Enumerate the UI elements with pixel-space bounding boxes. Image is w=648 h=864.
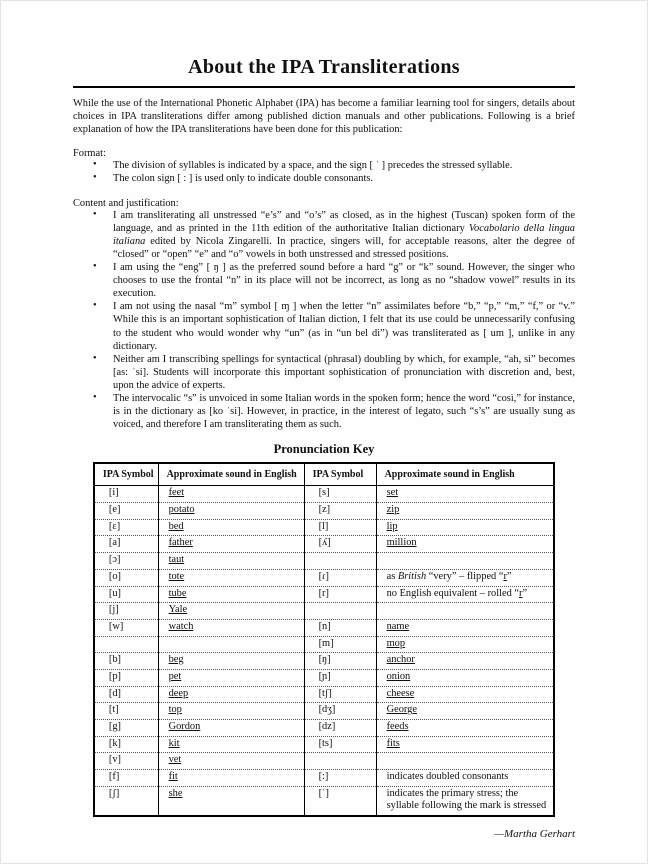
ipa-symbol-cell: [d] (94, 686, 158, 703)
bullet-item: • I am not using the nasal “m” symbol [ ɱ ] when the letter “n” assimilates before “b,” “p,” “m,” “f,” or “v.” While this is an important sophistication of Italian diction, I felt that its use could be unnecessarily confusing to the student who would wonder why “un” (as in “un bel dì”) was transliterated as [ um ], unlike in any dictionary. (73, 300, 575, 352)
sound-cell (376, 753, 554, 770)
ipa-symbol-cell (94, 636, 158, 653)
sound-cell: father (158, 536, 304, 553)
table-row (94, 553, 554, 570)
ipa-symbol-cell: [z] (304, 503, 376, 520)
sound-cell: tote (158, 569, 304, 586)
sound-cell: beg (158, 653, 304, 670)
table-row (94, 519, 554, 536)
sound-cell: indicates the primary stress; the syllable following the mark is stressed (376, 786, 554, 816)
sound-cell: million (376, 536, 554, 553)
sound-cell: onion (376, 669, 554, 686)
sound-cell: anchor (376, 653, 554, 670)
ipa-symbol-cell: [g] (94, 720, 158, 737)
ipa-symbol-cell: [ɾ] (304, 569, 376, 586)
intro-paragraph: While the use of the International Phonetic Alphabet (IPA) has become a familiar learning tool for singers, details about choices in IPA transliterations differ among published diction manuals and other publications. Following is a brief explanation of how the IPA transliterations have been done for this publication: (73, 98, 575, 136)
ipa-symbol-cell: [ʎ] (304, 536, 376, 553)
content-section-label: Content and justification: (73, 197, 179, 209)
sound-cell: bed (158, 519, 304, 536)
sound-cell (158, 636, 304, 653)
title-rule (73, 86, 575, 88)
sound-cell: pet (158, 669, 304, 686)
page-title: About the IPA Transliterations (188, 56, 460, 78)
ipa-symbol-cell: [ɔ] (94, 553, 158, 570)
ipa-symbol-cell: [o] (94, 569, 158, 586)
header-sound-left: Approximate sound in English (158, 463, 304, 486)
sound-cell: cheese (376, 686, 554, 703)
sound-cell: potato (158, 503, 304, 520)
ipa-symbol-cell: [s] (304, 486, 376, 503)
sound-cell: feet (158, 486, 304, 503)
header-row (94, 463, 554, 486)
format-list (73, 159, 575, 185)
table-row (94, 503, 554, 520)
table-row (94, 603, 554, 620)
content-list (73, 209, 575, 432)
sound-cell: vet (158, 753, 304, 770)
sound-cell: zip (376, 503, 554, 520)
table-row (94, 753, 554, 770)
sound-cell: kit (158, 736, 304, 753)
header-ipa-symbol-right: IPA Symbol (304, 463, 376, 486)
ipa-symbol-cell (304, 603, 376, 620)
bullet-item: • Neither am I transcribing spellings for syntactical (phrasal) doubling by which, for example, “ah, sì” becomes [as: ˈsi]. Students will incorporate this important sophistication of pronunciation with discretion and, best, upon the advice of experts. (73, 353, 575, 392)
sound-cell: indicates doubled consonants (376, 770, 554, 787)
ipa-symbol-cell: [m] (304, 636, 376, 653)
sound-cell: tube (158, 586, 304, 603)
table-row (94, 536, 554, 553)
ipa-symbol-cell: [p] (94, 669, 158, 686)
header-ipa-symbol-left: IPA Symbol (94, 463, 158, 486)
pronunciation-key-title: Pronunciation Key (273, 442, 375, 457)
table-row (94, 636, 554, 653)
sound-cell: Gordon (158, 720, 304, 737)
sound-cell: deep (158, 686, 304, 703)
ipa-symbol-cell: [f] (94, 770, 158, 787)
ipa-symbol-cell: [t] (94, 703, 158, 720)
table-row (94, 586, 554, 603)
ipa-symbol-cell (304, 553, 376, 570)
ipa-symbol-cell: [tʃ] (304, 686, 376, 703)
key-table-head (94, 463, 554, 486)
sound-cell: mop (376, 636, 554, 653)
table-row (94, 486, 554, 503)
sound-cell: watch (158, 619, 304, 636)
sound-cell: lip (376, 519, 554, 536)
ipa-symbol-cell: [k] (94, 736, 158, 753)
ipa-symbol-cell: [ɲ] (304, 669, 376, 686)
bullet-item: • I am using the “eng” [ ŋ ] as the preferred sound before a hard “g” or “k” sound. However, the singer who chooses to use the frontal “n” in its place will not be incorrect, as long as no “shadow vowel” results in its execution. (73, 261, 575, 300)
sound-cell (376, 553, 554, 570)
sound-cell: no English equivalent – rolled “r” (376, 586, 554, 603)
sound-cell: she (158, 786, 304, 816)
ipa-symbol-cell: [:] (304, 770, 376, 787)
sound-cell: Yale (158, 603, 304, 620)
sound-cell: fits (376, 736, 554, 753)
table-row (94, 653, 554, 670)
sound-cell: fit (158, 770, 304, 787)
header-sound-right: Approximate sound in English (376, 463, 554, 486)
ipa-symbol-cell: [i] (94, 486, 158, 503)
bullet-item: • The intervocalic “s” is unvoiced in some Italian words in the spoken form; hence the word “così,” for instance, is in the dictionary as [ko ˈsi]. However, in practice, in the interest of legato, such “s’s” are usually sung as voiced, and therefore I am transliterating them as such. (73, 392, 575, 431)
table-row (94, 669, 554, 686)
ipa-symbol-cell: [ɛ] (94, 519, 158, 536)
key-table-body (94, 486, 554, 816)
table-row (94, 786, 554, 816)
sound-cell: top (158, 703, 304, 720)
ipa-symbol-cell: [j] (94, 603, 158, 620)
format-section-label: Format: (73, 148, 106, 160)
bullet-item: • I am transliterating all unstressed “e’s” and “o’s” as closed, as in the highest (Tuscan) spoken form of the language, and as printed in the 11th edition of the authoritative Italian dictionary Vocabolario della lingua italiana edited by Nicola Zingarelli. In practice, singers will, for acceptable reasons, alter the degree of “closed” or “open” “e” and “o” vowels in both unstressed and stressed positions. (73, 209, 575, 261)
ipa-symbol-cell: [ʃ] (94, 786, 158, 816)
author-signature: —Martha Gerhart (494, 828, 575, 841)
bullet-item: • The colon sign [ : ] is used only to indicate double consonants. (73, 172, 575, 185)
ipa-symbol-cell (304, 753, 376, 770)
sound-cell: set (376, 486, 554, 503)
sound-cell: feeds (376, 720, 554, 737)
ipa-symbol-cell: [n] (304, 619, 376, 636)
sound-cell: taut (158, 553, 304, 570)
table-row (94, 619, 554, 636)
ipa-symbol-cell: [ˈ] (304, 786, 376, 816)
table-row (94, 569, 554, 586)
pronunciation-key-table (93, 462, 555, 817)
sound-cell: as British “very” – flipped “r” (376, 569, 554, 586)
table-row (94, 770, 554, 787)
ipa-symbol-cell: [ts] (304, 736, 376, 753)
ipa-symbol-cell: [a] (94, 536, 158, 553)
sound-cell (376, 603, 554, 620)
table-row (94, 736, 554, 753)
table-row (94, 720, 554, 737)
ipa-symbol-cell: [e] (94, 503, 158, 520)
ipa-symbol-cell: [v] (94, 753, 158, 770)
bullet-item: • The division of syllables is indicated by a space, and the sign [ ˈ ] precedes the stressed syllable. (73, 159, 575, 172)
ipa-symbol-cell: [ŋ] (304, 653, 376, 670)
table-row (94, 686, 554, 703)
sound-cell: name (376, 619, 554, 636)
ipa-symbol-cell: [r] (304, 586, 376, 603)
ipa-symbol-cell: [l] (304, 519, 376, 536)
ipa-symbol-cell: [u] (94, 586, 158, 603)
table-row (94, 703, 554, 720)
ipa-symbol-cell: [b] (94, 653, 158, 670)
ipa-symbol-cell: [w] (94, 619, 158, 636)
ipa-symbol-cell: [dz] (304, 720, 376, 737)
ipa-symbol-cell: [dʒ] (304, 703, 376, 720)
sound-cell: George (376, 703, 554, 720)
